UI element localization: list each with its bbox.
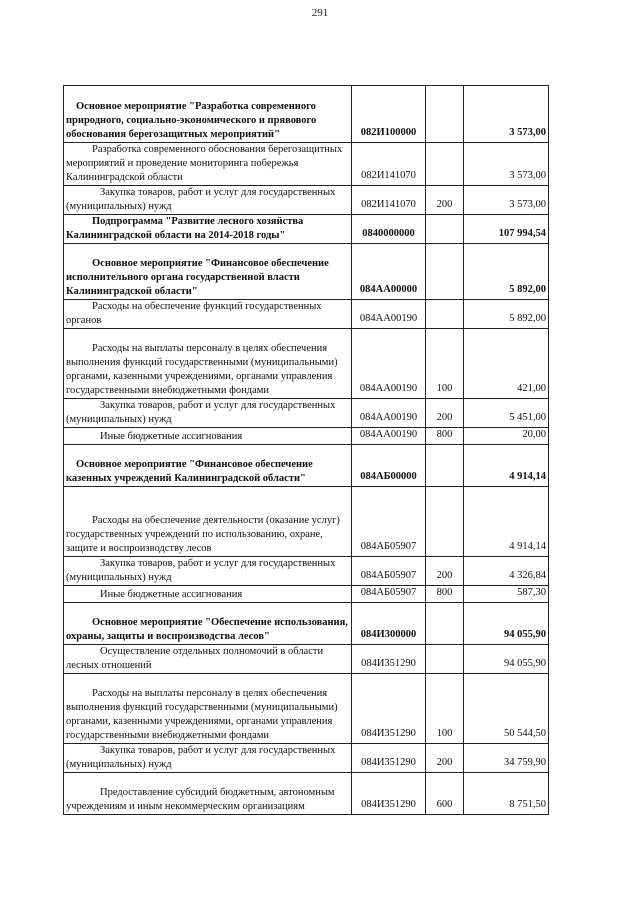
amount-cell: 50 544,50 xyxy=(464,674,549,744)
target-code-cell: 082И100000 xyxy=(352,86,426,143)
amount-cell: 5 451,00 xyxy=(464,399,549,428)
expense-name-cell: Основное мероприятие "Финансовое обеспечение казенных учреждений Калининградской области" xyxy=(64,445,352,487)
amount-cell: 4 914,14 xyxy=(464,445,549,487)
expense-type-cell: 100 xyxy=(426,674,464,744)
table-row xyxy=(64,773,549,815)
expense-name-cell: Расходы на обеспечение деятельности (оказание услуг) государственных учреждений по использованию, охране, защите и воспроизводству лесов xyxy=(64,487,352,557)
table-row xyxy=(64,645,549,674)
table-row xyxy=(64,744,549,773)
target-code-cell: 084АБ05907 xyxy=(352,557,426,586)
target-code-cell: 082И141070 xyxy=(352,186,426,215)
target-code-cell: 084И351290 xyxy=(352,744,426,773)
expense-name-cell: Расходы на выплаты персоналу в целях обеспечения выполнения функций государственными (муниципальными) органами, казенными учреждениями, органами управления государственными внебюджетными фондами xyxy=(64,329,352,399)
expense-type-cell xyxy=(426,645,464,674)
expense-name-cell: Основное мероприятие "Финансовое обеспечение исполнительного органа государственной власти Калининградской области" xyxy=(64,244,352,300)
amount-cell: 5 892,00 xyxy=(464,244,549,300)
target-code-cell: 084АБ00000 xyxy=(352,445,426,487)
expense-type-cell xyxy=(426,215,464,244)
amount-cell: 587,30 xyxy=(464,586,549,603)
table-row xyxy=(64,674,549,744)
expense-name-cell: Закупка товаров, работ и услуг для государственных (муниципальных) нужд xyxy=(64,186,352,215)
target-code-cell: 0840000000 xyxy=(352,215,426,244)
expense-type-cell xyxy=(426,143,464,186)
expense-name-cell: Иные бюджетные ассигнования xyxy=(64,428,352,445)
expense-type-cell xyxy=(426,244,464,300)
amount-cell: 8 751,50 xyxy=(464,773,549,815)
expense-type-cell xyxy=(426,603,464,645)
expense-type-cell: 200 xyxy=(426,744,464,773)
target-code-cell: 082И141070 xyxy=(352,143,426,186)
table-row xyxy=(64,143,549,186)
budget-table xyxy=(63,85,549,815)
target-code-cell: 084АА00000 xyxy=(352,244,426,300)
target-code-cell: 084АБ05907 xyxy=(352,487,426,557)
table-row xyxy=(64,428,549,445)
expense-type-cell: 600 xyxy=(426,773,464,815)
expense-name-cell: Основное мероприятие "Разработка современного природного, социально-экономического и прявового обоснования берегозащитных мероприятий" xyxy=(64,86,352,143)
table-row xyxy=(64,300,549,329)
expense-name-cell: Закупка товаров, работ и услуг для государственных (муниципальных) нужд xyxy=(64,399,352,428)
expense-type-cell: 200 xyxy=(426,186,464,215)
expense-type-cell xyxy=(426,487,464,557)
target-code-cell: 084АБ05907 xyxy=(352,586,426,603)
amount-cell: 4 326,84 xyxy=(464,557,549,586)
target-code-cell: 084И351290 xyxy=(352,645,426,674)
target-code-cell: 084АА00190 xyxy=(352,428,426,445)
expense-name-cell: Разработка современного обоснования берегозащитных мероприятий и проведение мониторинга побережья Калининградской области xyxy=(64,143,352,186)
target-code-cell: 084АА00190 xyxy=(352,300,426,329)
amount-cell: 421,00 xyxy=(464,329,549,399)
table-row xyxy=(64,215,549,244)
expense-name-cell: Закупка товаров, работ и услуг для государственных (муниципальных) нужд xyxy=(64,744,352,773)
expense-name-cell: Подпрограмма "Развитие лесного хозяйства Калининградской области на 2014-2018 годы" xyxy=(64,215,352,244)
expense-type-cell: 800 xyxy=(426,586,464,603)
target-code-cell: 084И351290 xyxy=(352,674,426,744)
expense-type-cell xyxy=(426,300,464,329)
target-code-cell: 084И351290 xyxy=(352,773,426,815)
expense-name-cell: Закупка товаров, работ и услуг для государственных (муниципальных) нужд xyxy=(64,557,352,586)
table-row xyxy=(64,86,549,143)
amount-cell: 94 055,90 xyxy=(464,603,549,645)
table-row xyxy=(64,557,549,586)
table-row xyxy=(64,603,549,645)
table-row xyxy=(64,487,549,557)
table-row xyxy=(64,329,549,399)
target-code-cell: 084АА00190 xyxy=(352,329,426,399)
target-code-cell: 084АА00190 xyxy=(352,399,426,428)
table-row xyxy=(64,445,549,487)
expense-type-cell: 800 xyxy=(426,428,464,445)
amount-cell: 5 892,00 xyxy=(464,300,549,329)
page-number: 291 xyxy=(311,7,329,19)
expense-name-cell: Осуществление отдельных полномочий в области лесных отношений xyxy=(64,645,352,674)
table-body xyxy=(64,86,549,815)
target-code-cell: 084И300000 xyxy=(352,603,426,645)
amount-cell: 3 573,00 xyxy=(464,186,549,215)
expense-type-cell xyxy=(426,445,464,487)
expense-name-cell: Расходы на обеспечение функций государственных органов xyxy=(64,300,352,329)
expense-name-cell: Иные бюджетные ассигнования xyxy=(64,586,352,603)
expense-type-cell: 100 xyxy=(426,329,464,399)
amount-cell: 20,00 xyxy=(464,428,549,445)
expense-name-cell: Расходы на выплаты персоналу в целях обеспечения выполнения функций государственными (муниципальными) органами, казенными учреждениями, органами управления государственными внебюджетными фондами xyxy=(64,674,352,744)
table-row xyxy=(64,586,549,603)
table-row xyxy=(64,186,549,215)
expense-type-cell xyxy=(426,86,464,143)
amount-cell: 3 573,00 xyxy=(464,143,549,186)
amount-cell: 94 055,90 xyxy=(464,645,549,674)
amount-cell: 107 994,54 xyxy=(464,215,549,244)
table-row xyxy=(64,399,549,428)
expense-name-cell: Основное мероприятие "Обеспечение использования, охраны, защиты и воспроизводства лесов" xyxy=(64,603,352,645)
amount-cell: 4 914,14 xyxy=(464,487,549,557)
expense-name-cell: Предоставление субсидий бюджетным, автономным учреждениям и иным некоммерческим организациям xyxy=(64,773,352,815)
table-row xyxy=(64,244,549,300)
amount-cell: 34 759,90 xyxy=(464,744,549,773)
amount-cell: 3 573,00 xyxy=(464,86,549,143)
expense-type-cell: 200 xyxy=(426,399,464,428)
expense-type-cell: 200 xyxy=(426,557,464,586)
